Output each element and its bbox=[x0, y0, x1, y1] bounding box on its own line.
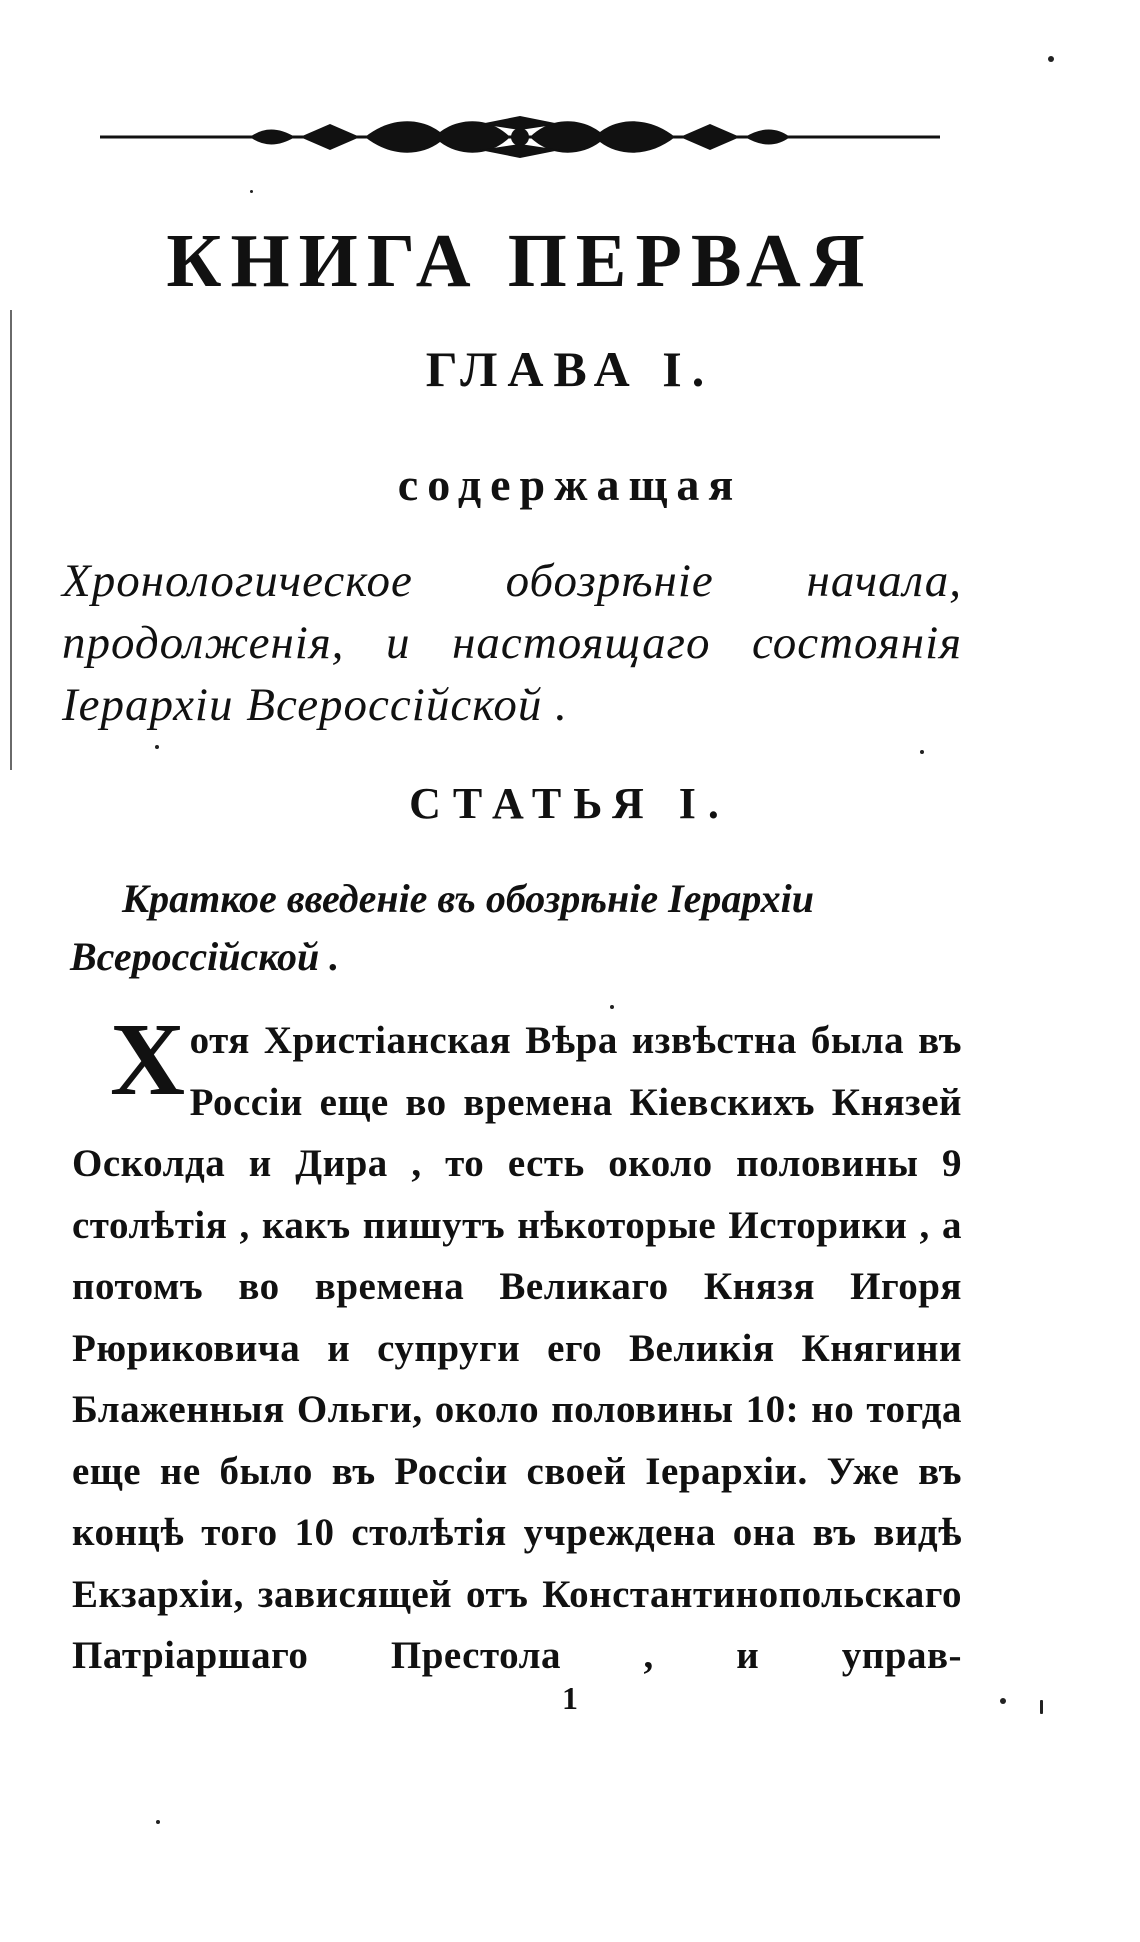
scan-speck bbox=[1048, 56, 1054, 62]
scan-margin-line bbox=[10, 310, 12, 770]
page-signature: 1 bbox=[562, 1680, 578, 1716]
scan-speck bbox=[156, 1820, 160, 1824]
article-title: СТАТЬЯ I. bbox=[409, 779, 731, 828]
body-paragraph bbox=[72, 1002, 962, 1687]
scan-speck bbox=[1000, 1698, 1006, 1704]
article-description: Краткое введеніе въ обозрѣніе Іерархіи Всероссійской . bbox=[70, 876, 814, 979]
scan-speck bbox=[920, 750, 924, 754]
scan-speck bbox=[610, 1005, 614, 1009]
scan-speck bbox=[250, 190, 253, 193]
body-text: отя Христіанская Вѣра извѣстна была въ Россіи еще во времена Кіевскихъ Князей Осколда и Дира , то есть около половины 9 столѣтія , какъ пишутъ нѣкоторые Историки , а потомъ во времена Великаго Князя Игоря Рюриковича и супруги его Великія Княгини Блаженныя Ольги, около половины 10: но тогда еще не было въ Россіи своей Іерархіи. Уже въ концѣ того 10 столѣтія учреждена она въ видѣ Екзархіи, зависящей отъ Константинопольскаго Патріаршаго Престола , и управ- bbox=[72, 1019, 962, 1677]
scan-speck bbox=[155, 745, 159, 749]
drop-cap: Х bbox=[110, 1002, 186, 1117]
chapter-description: Хронологическое обозрѣніе начала, продолженія, и настоящаго состоянія Іерархіи Всероссійской . bbox=[62, 555, 962, 731]
chapter-subheading: содержащая bbox=[397, 459, 743, 510]
decorative-headpiece bbox=[100, 112, 940, 162]
chapter-title: ГЛАВА I. bbox=[425, 341, 715, 397]
scan-speck bbox=[1040, 1700, 1043, 1714]
book-title: КНИГА ПЕРВАЯ bbox=[166, 219, 874, 303]
